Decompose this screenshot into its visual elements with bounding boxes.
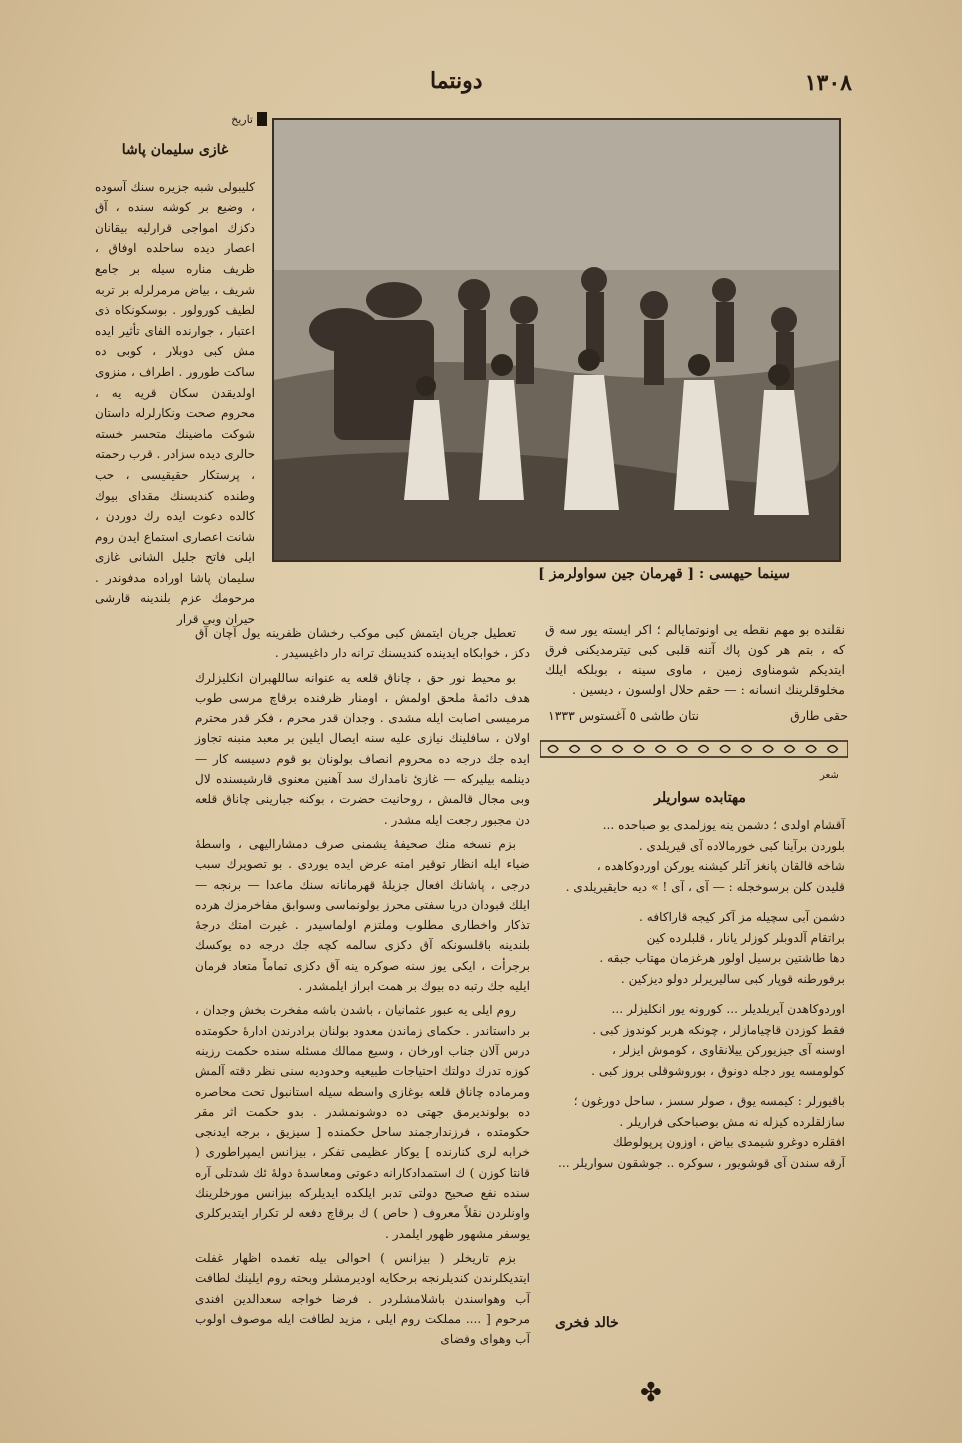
right-article-end [545, 620, 845, 700]
right-article-text: نقلنده بو مهم نقطه یی اونوتمایالم ؛ اکر ایسته یور سه ق که ، بتم هر کون پاك آتنه قلبی کبی تیترمدیکنی فرق ایتدیکم شومناوی زمین ، ماوی سینه ، بوبلکه ایلك مخلوقلرینك انسانه : — حقم حلال اولسون ، دیسین . [545, 622, 845, 697]
poem-line: افقلره دوغرو شیمدی بیاض ، اوزون پرپولوطك [612, 1135, 845, 1149]
left-article [95, 140, 255, 630]
poem-line: بلوردن برآینا کبی خورمالاده آی قیریلدی . [638, 838, 845, 853]
ornament-scroll [699, 746, 709, 753]
ornament-scroll [763, 746, 773, 753]
poem-line: قلیدن کلن برسوخجله : — آی ، آی ! » دیه حایقیریلدی . [565, 879, 845, 894]
poem-line: دها طاشتین برسیل اولور هرغزمان مهتاب جبقه . [599, 951, 845, 965]
poem-stanza [540, 907, 845, 989]
ornament-scroll [570, 746, 580, 753]
journal-title: دونتما [430, 68, 483, 94]
ornament-scroll [591, 746, 601, 753]
main-paragraph: بزم نسخه منك صحیفهٔ یشمنی صرف دمشارالیهی ، واسطهٔ ضیاء ایله انظار توقیر امته عرض ایده یوردی . بو تصویرك سبب درجی ، پاشانك افعال جزیلهٔ قهرمانانه سنك ماعدا — برنجه — ایلك قبودان دریا سفتی محرز بولونماسی وسوابق مفاخرمزك هرده تذکار واخطاری مطلوب وملتزم اولماسیدر . غیرت امتك درجهٔ بلندینه باقلسونکه آق دکزی سالمه کچه جك درجه ده یوکسك برجرأت ، ایکی یوز سنه صوکره ینه آق دکزی تماماً متعاد فرمان ایلیه جك رتبه ده بیوك بر همت ابراز ایلمشدر . [195, 836, 530, 994]
camel-riders-illustration [274, 120, 839, 560]
left-article-title: غازی سلیمان پاشا [121, 142, 229, 158]
flower-ornament-icon: ✤ [640, 1378, 662, 1408]
ornament-scroll [656, 746, 666, 753]
left-article-text: کلیبولی شبه جزیره سنك آسوده ، وضیع بر کوشه سنده ، آق دکزك امواجی قرارلیه بیقانان اعصار دیده ساحلده اوفاق ، ظریف مناره سیله بر جامع شریف ، بیاض مرمرلرله بر تربه لطیف کورولور . بوسکونکاه ذی اعتبار ، جوارنده الفای تأثیر ایده مش کبی دوبلار ، کوبی ده ساکت طورور . اطراف ، منزوی اولدیقدن سکان قریه یه ، محروم صحت ونکارلرله داستان شوکت ماضینك متحسر خسته حالری دیده سزادر . قرب رحمته ، پرستکار حقیقیسی ، حب وطنده کندیسنك مقدای بیوك کالده دعوت ایده رك دوردن ، شانت اعصاری استماع ایدن روم ایلی فاتح جلیل الشانی غازی سلیمان پاشا اوراده مدفوندر . مرحومك عزم بلندینه قارشی حیران وبی قرار [95, 179, 255, 627]
poem-line: آرقه سندن آی قوشویور ، سوکره .. جوشقون سواریلر ... [558, 1155, 845, 1170]
ornament-scroll [613, 746, 623, 753]
poem-line: اوردوکاهدن آیریلدیلر ... کورونه یور انکلیزلر ... [611, 1002, 845, 1016]
main-paragraph: تعطیل جریان ایتمش کبی موکب رخشان ظفرینه یول آچان آق دکز ، خوابکاه ایدینده کندیسنك ترانه دار داغیسیدر . [195, 626, 530, 661]
poem-line: دشمن آبی سچیله مز آکر کیجه قاراکافه . [639, 910, 845, 924]
article-author: حقی طارق [790, 708, 848, 723]
ornament-scroll [634, 746, 644, 753]
page-number: ١٣٠٨ [804, 70, 852, 96]
ornament-scroll [785, 746, 795, 753]
poem-line: شاخه قالقان پانغز آتلر کیشنه یورکن اوردوکاهده ، [596, 859, 845, 873]
main-paragraph: بزم تاریخلر ( بیزانس ) احوالی بیله تغمده اظهار غفلت ایتدیکلرندن کندیلرنجه برحکایه اودیرمشلر وبحته روم ایلینك لطافت آب وهواسندن باشلامشلردر . فرضا خواجه سعدالدین افندی مرحوم [ .... مملکت روم ایلی ، مزید لطافت ایله موصوف اولوب آب وهوای وفضای [195, 1250, 530, 1347]
article-date: نتان طاشی ٥ آغستوس ١٣٣٣ [548, 708, 700, 723]
poem-line: باقیورلر : کیمسه یوق ، صولر سسز ، ساحل دورغون ؛ [573, 1094, 845, 1108]
poem-stanza [540, 999, 845, 1081]
decorative-divider [540, 738, 848, 760]
poem-line: برفورطنه قوپار کبی سالیریرلر دولو دیزکین . [620, 971, 845, 986]
poem-body [540, 815, 845, 1183]
cinema-photo [272, 118, 841, 562]
main-article [195, 623, 530, 1353]
poem-line: فقط کوزدن قاچیامازلر ، چونکه هربر کوندوز کبی . [592, 1022, 845, 1037]
photo-caption: سینما حیهسی : [ قهرمان جین سواولرمز ] [538, 566, 790, 582]
poem-signature: خالد فخری [555, 1315, 619, 1331]
ornament-scroll [742, 746, 752, 753]
history-section-tag [195, 108, 267, 130]
main-paragraph: روم ایلی یه عبور عثمانیان ، باشدن باشه مفخرت بخش وجدان ، بر داستاندر . حکمای زماندن معدود بولنان برادرندن ادارهٔ حکومتده درس آلان جناب اورخان ، وسیع ممالك مسئله سنده حکمت رزینه کوزه تدرك دولتك احتیاجات طبیعیه وحدودیه سنی نظر دقته آلمش ومرماده چاناق قلعه بوغازی واسطه سیله استانبول تحت محاصره ده بولوندیرمق جهتی ده دوشونمشدر . بدو حکمت اثر مقر حکومتده ، فرزندارجمند ساحل حکمنده [ سیزیق ، برجه ایدنجی خرابه لری کنارنده ] یوکار عظیمی تفکر ، بیزانس ایمپراطوری ( قانتا کوزن ) ك استمدادکارانه دعوتی ومعاسدهٔ دولهٔ ئك شدتلی آره سنده نفع صحیح دولتی تدبر ایلکده ایدیلرکه بیزانس مورخلرینك واونلردن نقلاً معروف ( حاص ) ك برقاچ دفعه لر تکرار ایتدیرکلری یوسفر مشهور ظهور ایلمدر . [195, 1003, 530, 1241]
poem-title: مهتابده سواریلر [654, 790, 746, 806]
poem-stanza [540, 815, 845, 897]
poem-line: کولومسه یور دجله دونوق ، بوروشوقلی بروز کبی . [591, 1063, 845, 1078]
poem-section-tag: شعر [820, 770, 839, 781]
ornament-scroll [806, 746, 816, 753]
dateline [548, 708, 848, 723]
ornament-scroll [720, 746, 730, 753]
poem-line: اوسنه آی جیزیورکن ییلانقاوی ، کوموش ایزلر ، [612, 1043, 845, 1057]
history-tag-label: تاریخ [231, 112, 253, 126]
poem-line: سازلقلرده کیزله نه مش بوصباحکی فراریلر . [619, 1114, 845, 1129]
section-marker-icon [257, 112, 267, 126]
poem-line: آقشام اولدی ؛ دشمن ینه یوزلمدی بو صباحده ... [602, 818, 845, 832]
ornament-scroll [677, 746, 687, 753]
ornament-scroll [548, 746, 558, 753]
poem-stanza [540, 1091, 845, 1173]
main-paragraph: بو محیط نور حق ، چاناق قلعه یه عنوانه ساللهبران انکلیزلرك هدف دائمهٔ ملحق اولمش ، اومنار ظرفنده برقاچ مرسی طوب مرمیسی اصابت ایله مشدی . وجدان قدر محرم ، فکر قدر محترم اولان ، سافلینك نیازی علیه سنه ایصال ایلین بر معبد منبنه تجاوز ایده جك درجه ده محروم انصاف بولونان بو قوم دسیسه کار — دینلمه بیلیرکه — غازیٔ نامدارك سد آهنین معنوی قارشیسنده لال وبی مجال قالمش ، روحانیت حضرت ، بوکنه جبارینی چاناق قلعه دن مجبور رجعت ایله مشدر . [195, 670, 530, 827]
ornament-scroll [828, 746, 838, 753]
poem-line: براتقام آلدوبلر کوزلر یانار ، قلبلرده کین [646, 930, 845, 945]
